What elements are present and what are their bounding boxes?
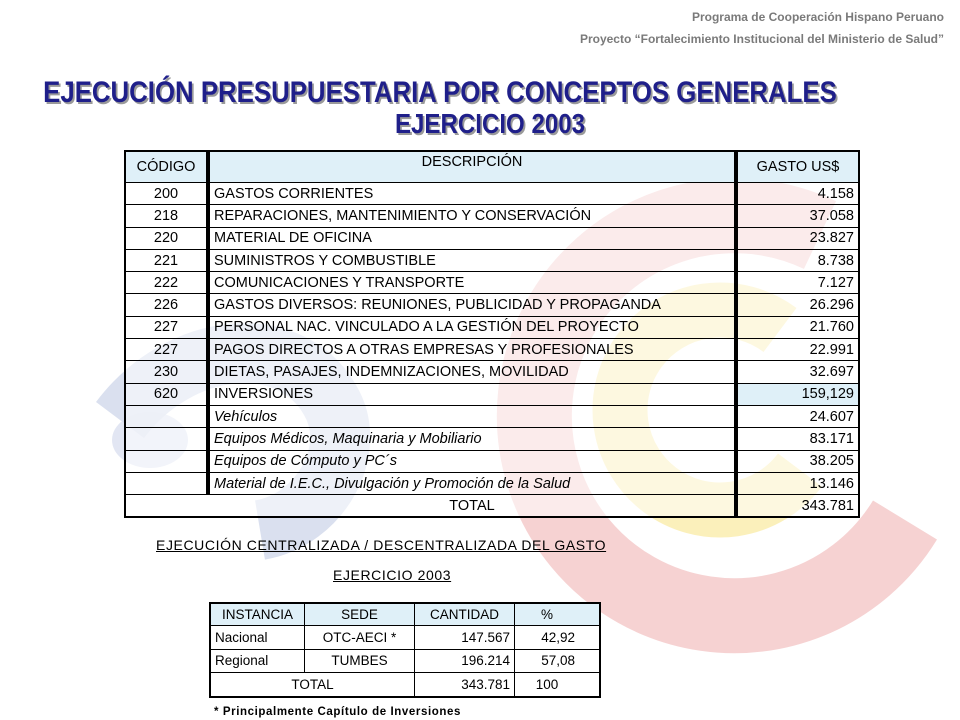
distribution-table bbox=[209, 602, 601, 698]
distribution-header-row bbox=[211, 604, 599, 625]
page-subtitle: EJERCICIO 2003 bbox=[394, 108, 586, 139]
table-row bbox=[126, 427, 858, 449]
total-label: TOTAL bbox=[210, 494, 738, 516]
table-row bbox=[126, 204, 858, 226]
table-row bbox=[126, 249, 858, 271]
row-amount: 83.171 bbox=[738, 427, 858, 449]
row-description: INVERSIONES bbox=[210, 383, 738, 405]
row-amount: 7.127 bbox=[738, 271, 858, 293]
distribution-total-label: TOTAL bbox=[211, 672, 415, 696]
row-code: 221 bbox=[126, 249, 210, 271]
row-amount: 22.991 bbox=[738, 338, 858, 360]
header-code: CÓDIGO bbox=[126, 152, 210, 182]
row-description: GASTOS CORRIENTES bbox=[210, 182, 738, 204]
row-description: Vehículos bbox=[210, 405, 738, 427]
row-percent: 42,92 bbox=[515, 625, 599, 649]
total-amount: 343.781 bbox=[738, 494, 858, 516]
row-code bbox=[126, 472, 210, 494]
page-title: EJECUCIÓN PRESUPUESTARIA POR CONCEPTOS GENERALES bbox=[43, 76, 837, 109]
row-instance: Nacional bbox=[211, 625, 305, 649]
header-quantity: CANTIDAD bbox=[415, 604, 515, 625]
budget-header-row bbox=[126, 152, 858, 182]
row-description: COMUNICACIONES Y TRANSPORTE bbox=[210, 271, 738, 293]
header-site: SEDE bbox=[305, 604, 415, 625]
row-code: 200 bbox=[126, 182, 210, 204]
table-row bbox=[211, 649, 599, 673]
header-instance: INSTANCIA bbox=[211, 604, 305, 625]
row-site: TUMBES bbox=[305, 649, 415, 673]
row-code: 222 bbox=[126, 271, 210, 293]
row-description: DIETAS, PASAJES, INDEMNIZACIONES, MOVILIDAD bbox=[210, 360, 738, 382]
row-description: GASTOS DIVERSOS: REUNIONES, PUBLICIDAD Y PROPAGANDA bbox=[210, 293, 738, 315]
distribution-total-quantity: 343.781 bbox=[415, 672, 515, 696]
row-code: 227 bbox=[126, 338, 210, 360]
table-row bbox=[126, 360, 858, 382]
row-description: Material de I.E.C., Divulgación y Promoción de la Salud bbox=[210, 472, 738, 494]
row-code bbox=[126, 450, 210, 472]
row-site: OTC-AECI * bbox=[305, 625, 415, 649]
row-instance: Regional bbox=[211, 649, 305, 673]
row-amount: 38.205 bbox=[738, 450, 858, 472]
table-row bbox=[126, 227, 858, 249]
row-description: Equipos de Cómputo y PC´s bbox=[210, 450, 738, 472]
row-quantity: 196.214 bbox=[415, 649, 515, 673]
row-code bbox=[126, 427, 210, 449]
row-amount: 32.697 bbox=[738, 360, 858, 382]
table-row bbox=[126, 316, 858, 338]
row-percent: 57,08 bbox=[515, 649, 599, 673]
row-amount: 159,129 bbox=[738, 383, 858, 405]
budget-table bbox=[124, 150, 860, 518]
distribution-subtitle: EJERCICIO 2003 bbox=[333, 567, 452, 583]
row-description: PAGOS DIRECTOS A OTRAS EMPRESAS Y PROFESIONALES bbox=[210, 338, 738, 360]
row-description: MATERIAL DE OFICINA bbox=[210, 227, 738, 249]
program-name: Programa de Cooperación Hispano Peruano bbox=[691, 10, 944, 24]
header-amount: GASTO US$ bbox=[738, 152, 858, 182]
row-code: 620 bbox=[126, 383, 210, 405]
row-quantity: 147.567 bbox=[415, 625, 515, 649]
table-row bbox=[126, 405, 858, 427]
header-percent: % bbox=[515, 604, 599, 625]
row-amount: 23.827 bbox=[738, 227, 858, 249]
distribution-total-row bbox=[211, 672, 599, 696]
table-row bbox=[126, 293, 858, 315]
table-row bbox=[211, 625, 599, 649]
row-description: PERSONAL NAC. VINCULADO A LA GESTIÓN DEL PROYECTO bbox=[210, 316, 738, 338]
row-amount: 8.738 bbox=[738, 249, 858, 271]
row-description: Equipos Médicos, Maquinaria y Mobiliario bbox=[210, 427, 738, 449]
table-row bbox=[126, 271, 858, 293]
row-description: SUMINISTROS Y COMBUSTIBLE bbox=[210, 249, 738, 271]
row-code bbox=[126, 405, 210, 427]
budget-total-row bbox=[126, 494, 858, 516]
row-amount: 21.760 bbox=[738, 316, 858, 338]
header-description: DESCRIPCIÓN bbox=[210, 152, 738, 182]
row-amount: 26.296 bbox=[738, 293, 858, 315]
table-row bbox=[126, 182, 858, 204]
row-code: 220 bbox=[126, 227, 210, 249]
table-row-investments bbox=[126, 383, 858, 405]
distribution-total-percent: 100 bbox=[515, 672, 599, 696]
total-spacer bbox=[126, 494, 210, 516]
row-description: REPARACIONES, MANTENIMIENTO Y CONSERVACIÓN bbox=[210, 204, 738, 226]
row-code: 226 bbox=[126, 293, 210, 315]
table-row bbox=[126, 472, 858, 494]
row-code: 218 bbox=[126, 204, 210, 226]
row-amount: 4.158 bbox=[738, 182, 858, 204]
table-row bbox=[126, 338, 858, 360]
program-header bbox=[580, 6, 944, 50]
row-amount: 37.058 bbox=[738, 204, 858, 226]
row-amount: 13.146 bbox=[738, 472, 858, 494]
distribution-title: EJECUCIÓN CENTRALIZADA / DESCENTRALIZADA DEL GASTO bbox=[156, 537, 607, 553]
row-code: 227 bbox=[126, 316, 210, 338]
footnote: * Principalmente Capítulo de Inversiones bbox=[214, 706, 462, 718]
row-code: 230 bbox=[126, 360, 210, 382]
row-amount: 24.607 bbox=[738, 405, 858, 427]
project-name: Proyecto “Fortalecimiento Institucional del Ministerio de Salud” bbox=[579, 32, 944, 46]
table-row bbox=[126, 450, 858, 472]
